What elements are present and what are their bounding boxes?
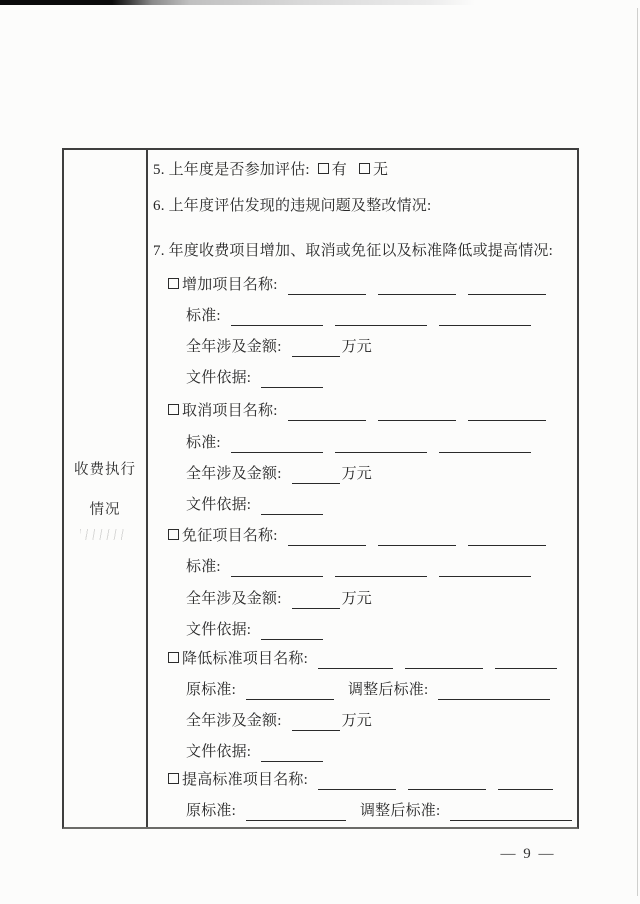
annual-amount-label: 全年涉及金额:	[186, 339, 282, 356]
question-5-row	[148, 153, 575, 184]
raise-standard-checkbox[interactable]	[168, 773, 179, 784]
lower-standard-checkbox[interactable]	[168, 652, 179, 663]
cancel-title-row	[148, 394, 575, 425]
blank-line	[261, 747, 323, 762]
question-7-label: 7. 年度收费项目增加、取消或免征以及标准降低或提高情况:	[153, 243, 553, 260]
wanyuan-unit-label: 万元	[341, 339, 372, 356]
blank-line	[405, 654, 483, 669]
lower-standard-amount-row	[148, 704, 575, 735]
annual-amount-label: 全年涉及金额:	[186, 713, 282, 730]
blank-line	[438, 685, 550, 700]
blank-line	[439, 311, 531, 326]
adjusted-standard-label: 调整后标准:	[347, 682, 429, 699]
blank-line	[439, 438, 531, 453]
blank-line	[292, 342, 340, 357]
evaluation-yes-checkbox[interactable]	[318, 163, 329, 174]
blank-line	[495, 654, 557, 669]
blank-line	[246, 806, 346, 821]
evaluation-no-checkbox[interactable]	[359, 163, 370, 174]
lower-standard-compare-row	[148, 673, 575, 704]
standard-label: 标准:	[186, 434, 221, 451]
increase-checkbox[interactable]	[168, 278, 179, 289]
form-content-cell	[148, 150, 577, 827]
fee-execution-table	[62, 148, 579, 829]
annual-amount-label: 全年涉及金额:	[186, 590, 282, 607]
document-basis-label: 文件依据:	[186, 370, 252, 387]
increase-basis-row	[148, 361, 575, 392]
cancel-standard-row	[148, 426, 575, 457]
blank-line	[468, 406, 546, 421]
wanyuan-unit-label: 万元	[341, 465, 372, 482]
increase-title: 增加项目名称:	[182, 276, 278, 293]
blank-line	[468, 531, 546, 546]
blank-line	[288, 280, 366, 295]
blank-line	[335, 438, 427, 453]
original-standard-label: 原标准:	[186, 682, 236, 699]
cancel-amount-row	[148, 457, 575, 488]
blank-line	[498, 775, 553, 790]
annual-amount-label: 全年涉及金额:	[186, 465, 282, 482]
blank-line	[450, 806, 572, 821]
cancel-basis-row	[148, 488, 575, 519]
raise-standard-title: 提高标准项目名称:	[182, 771, 308, 788]
increase-title-row	[148, 268, 575, 299]
raise-standard-compare-row	[148, 794, 575, 825]
cancel-checkbox[interactable]	[168, 404, 179, 415]
wanyuan-unit-label: 万元	[341, 590, 372, 607]
blank-line	[231, 311, 323, 326]
blank-line	[439, 562, 531, 577]
blank-line	[378, 531, 456, 546]
cancel-title: 取消项目名称:	[182, 403, 278, 420]
blank-line	[261, 373, 323, 388]
exempt-standard-row	[148, 550, 575, 581]
blank-line	[231, 562, 323, 577]
exempt-title-row	[148, 519, 575, 550]
blank-line	[335, 562, 427, 577]
blank-line	[261, 500, 323, 515]
exempt-basis-row	[148, 613, 575, 644]
blank-line	[378, 406, 456, 421]
blank-line	[288, 531, 366, 546]
lower-standard-title: 降低标准项目名称:	[182, 650, 308, 667]
blank-line	[246, 685, 334, 700]
adjusted-standard-label: 调整后标准:	[359, 802, 441, 819]
row-header-line2: 情况	[89, 502, 121, 518]
document-basis-label: 文件依据:	[186, 496, 252, 513]
row-header-cell	[64, 150, 148, 827]
evaluation-no-label: 无	[372, 162, 389, 179]
blank-line	[261, 625, 323, 640]
increase-amount-row	[148, 330, 575, 361]
wanyuan-unit-label: 万元	[341, 713, 372, 730]
scan-smudge	[80, 529, 128, 540]
original-standard-label: 原标准:	[186, 802, 236, 819]
exempt-amount-row	[148, 581, 575, 612]
evaluation-yes-label: 有	[331, 162, 347, 179]
document-basis-label: 文件依据:	[186, 744, 252, 761]
blank-line	[378, 280, 456, 295]
exempt-title: 免征项目名称:	[182, 528, 278, 545]
scan-artifact-right-edge	[637, 8, 638, 896]
question-7-row	[148, 234, 575, 265]
question-6-label: 6. 上年度评估发现的违规问题及整改情况:	[153, 198, 432, 215]
blank-line	[408, 775, 486, 790]
standard-label: 标准:	[186, 559, 221, 576]
row-header-line1: 收费执行	[74, 462, 136, 478]
standard-label: 标准:	[186, 307, 221, 324]
increase-standard-row	[148, 299, 575, 330]
blank-line	[231, 438, 323, 453]
blank-line	[288, 406, 366, 421]
blank-line	[335, 311, 427, 326]
scan-artifact-top-strip	[0, 0, 475, 5]
blank-line	[468, 280, 546, 295]
raise-standard-title-row	[148, 763, 575, 794]
blank-line	[292, 716, 340, 731]
document-basis-label: 文件依据:	[186, 621, 252, 638]
lower-standard-title-row	[148, 642, 575, 673]
question-6-row	[148, 189, 575, 220]
blank-line	[318, 654, 393, 669]
blank-line	[292, 469, 340, 484]
question-5-label: 5. 上年度是否参加评估:	[153, 162, 310, 179]
page-number: — 9 —	[500, 846, 556, 862]
blank-line	[318, 775, 396, 790]
blank-line	[292, 594, 340, 609]
exempt-checkbox[interactable]	[168, 529, 179, 540]
